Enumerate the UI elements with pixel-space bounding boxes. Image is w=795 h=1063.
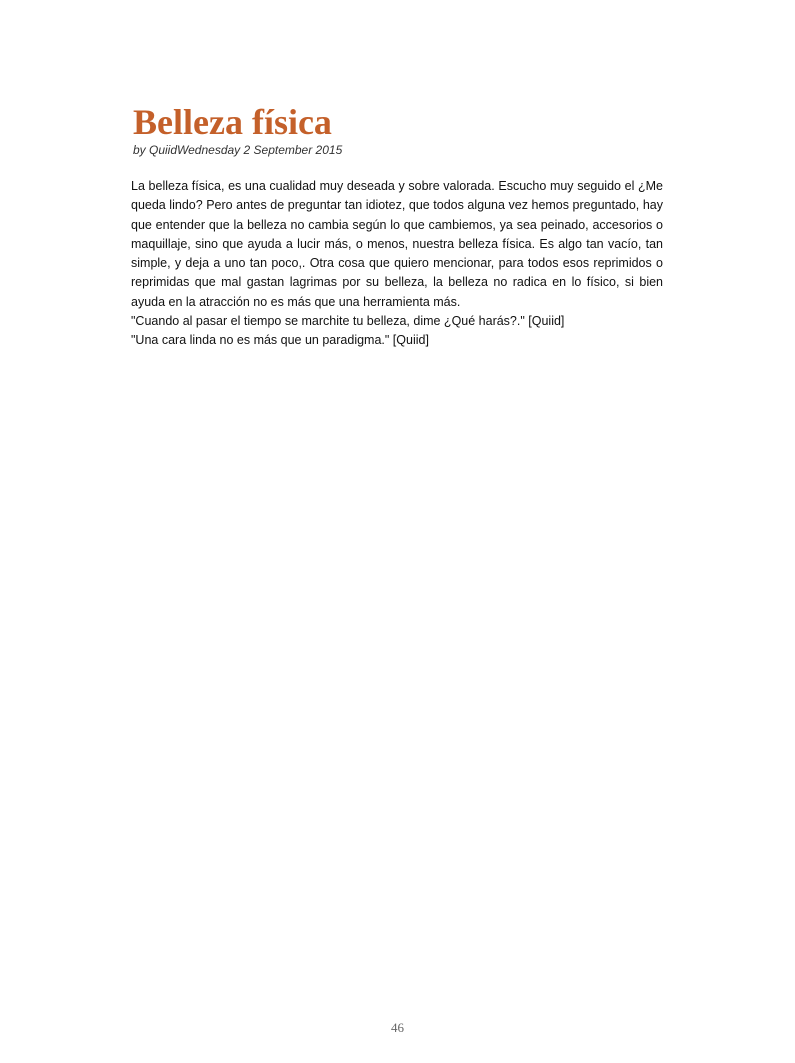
article-byline: by QuiidWednesday 2 September 2015 bbox=[133, 143, 343, 157]
page-number: 46 bbox=[391, 1020, 404, 1035]
article-title: Belleza física bbox=[133, 102, 332, 142]
article-paragraph: La belleza física, es una cualidad muy deseada y sobre valorada. Escucho muy seguido el ¿Me queda lindo? Pero antes de preguntar tan idiotez, que todos alguna vez hemos preguntado, hay que entender que la belleza no cambia según lo que cambiemos, ya sea peinado, accesorios o maquillaje, sino que ayuda a lucir más, o menos, nuestra belleza física. Es algo tan vacío, tan simple, y deja a uno tan poco,. Otra cosa que quiero mencionar, para todos esos reprimidos o reprimidas que mal gastan lagrimas por su belleza, la belleza no radica en lo físico, si bien ayuda en la atracción no es más que una herramienta más. bbox=[131, 179, 663, 309]
article-body bbox=[131, 177, 663, 351]
quote-line: "Cuando al pasar el tiempo se marchite tu belleza, dime ¿Qué harás?." [Quiid] bbox=[131, 314, 565, 329]
quote-line: "Una cara linda no es más que un paradigma." [Quiid] bbox=[131, 333, 429, 348]
